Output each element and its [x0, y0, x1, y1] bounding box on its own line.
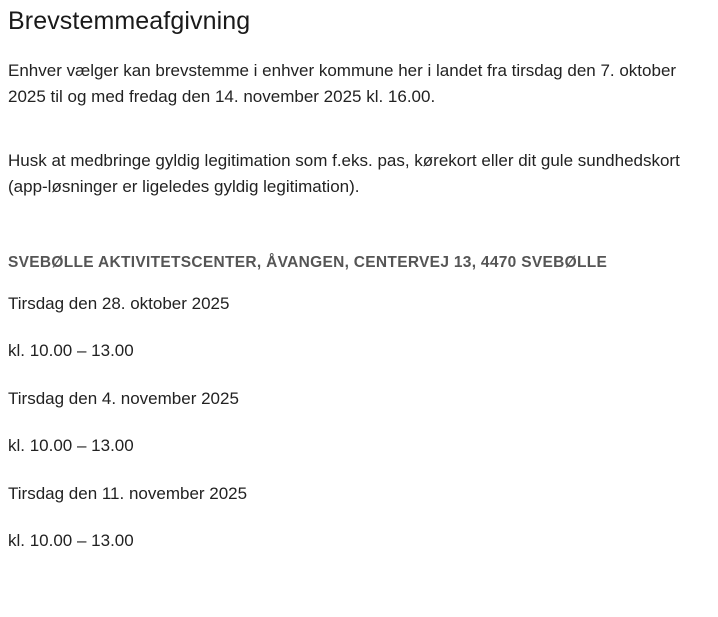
- intro-paragraph: Enhver vælger kan brevstemme i enhver kommune her i landet fra tirsdag den 7. oktober 2025 til og med fredag den 14. november 2025 kl. 16.00.: [8, 61, 677, 107]
- page-title: Brevstemmeafgivning: [8, 7, 251, 35]
- schedule-line-time-2: kl. 10.00 – 13.00: [8, 436, 134, 456]
- schedule-list: [8, 291, 710, 554]
- schedule-line-date-2: Tirsdag den 4. november 2025: [8, 388, 239, 408]
- location-heading: SVEBØLLE AKTIVITETSCENTER, ÅVANGEN, CENTERVEJ 13, 4470 SVEBØLLE: [8, 254, 608, 272]
- document-page: [0, 6, 718, 554]
- schedule-line-time-3: kl. 10.00 – 13.00: [8, 531, 134, 551]
- identification-paragraph: Husk at medbringe gyldig legitimation som f.eks. pas, kørekort eller dit gule sundhedskort (app-løsninger er ligeledes gyldig legitimation).: [8, 150, 680, 197]
- schedule-line-date-3: Tirsdag den 11. november 2025: [8, 483, 248, 503]
- schedule-line-time-1: kl. 10.00 – 13.00: [8, 341, 134, 361]
- schedule-line-date-1: Tirsdag den 28. oktober 2025: [8, 293, 230, 313]
